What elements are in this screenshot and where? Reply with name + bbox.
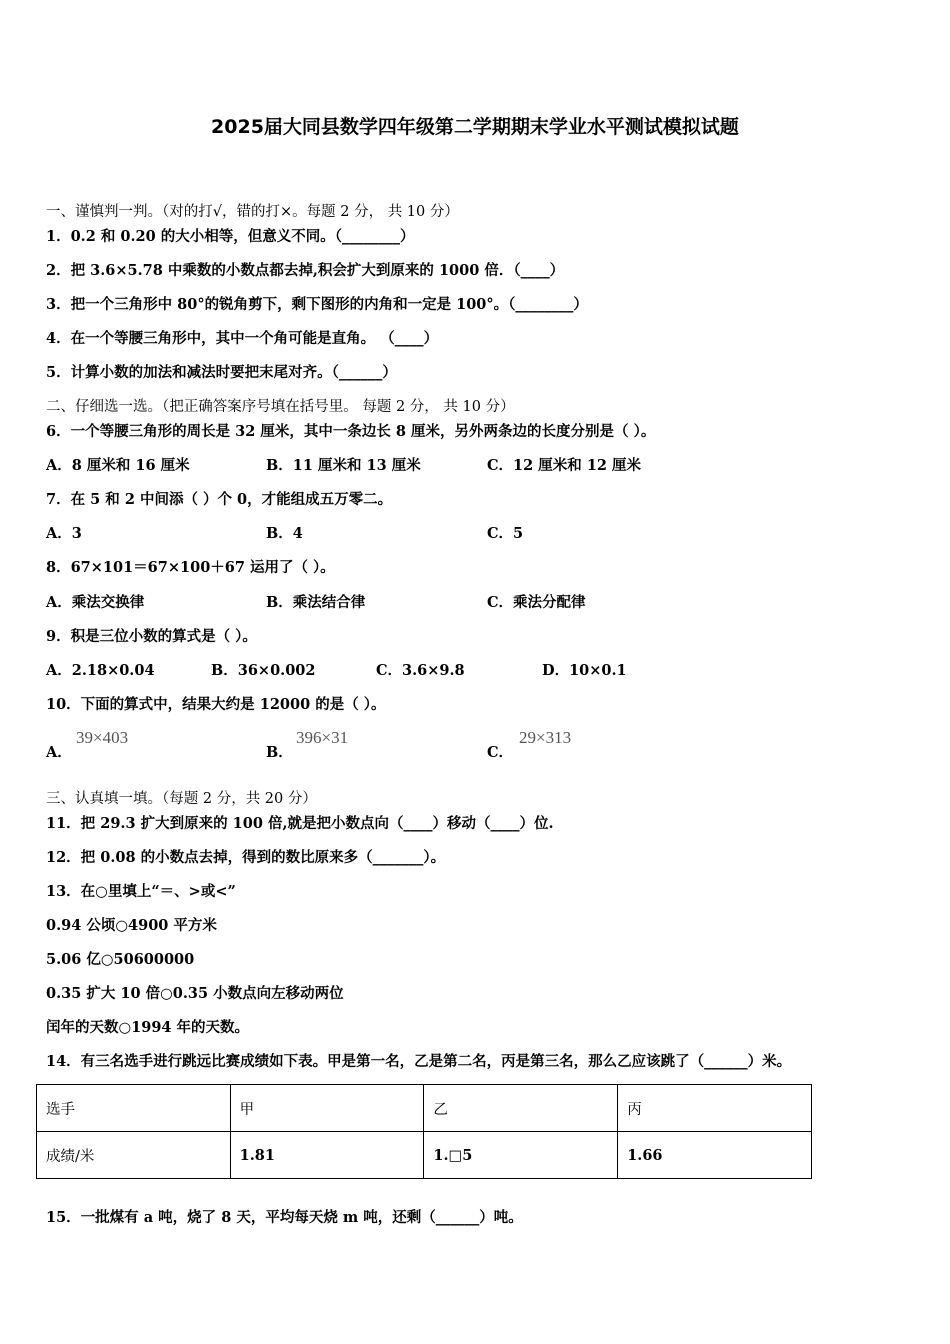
question-1: 1．0.2 和 0.20 的大小相等，但意义不同。（________） xyxy=(46,228,415,245)
question-9: 9．积是三位小数的算式是（ ）。 xyxy=(46,628,257,645)
table-header-cell: 丙 xyxy=(618,1085,812,1132)
question-9-option-a: A．2.18×0.04 xyxy=(46,662,155,679)
question-2: 2．把 3.6×5.78 中乘数的小数点都去掉,积会扩大到原来的 1000 倍．（____） xyxy=(46,262,565,279)
question-8-option-a: A．乘法交换律 xyxy=(46,594,145,611)
section-1-header: 一、谨慎判一判。（对的打√，错的打×。每题 2 分， 共 10 分） xyxy=(46,204,459,220)
question-10-option-b-expression: 396×31 xyxy=(296,728,349,747)
question-13-item-4: 闰年的天数○1994 年的天数。 xyxy=(46,1019,250,1036)
question-15: 15．一批煤有 a 吨，烧了 8 天，平均每天烧 m 吨，还剩（______）吨。 xyxy=(46,1209,523,1226)
question-5: 5．计算小数的加法和减法时要把末尾对齐。（______） xyxy=(46,364,397,381)
table-cell: 成绩/米 xyxy=(37,1132,231,1179)
question-13-item-1: 0.94 公顷○4900 平方米 xyxy=(46,917,217,934)
question-8-option-b: B．乘法结合律 xyxy=(266,594,366,611)
table-cell: 1.□5 xyxy=(424,1132,618,1179)
question-12: 12．把 0.08 的小数点去掉，得到的数比原来多（_______）。 xyxy=(46,849,446,866)
question-10-option-c: C． xyxy=(487,744,514,761)
question-8-option-c: C．乘法分配律 xyxy=(487,594,586,611)
question-6-option-c: C．12 厘米和 12 厘米 xyxy=(487,457,642,474)
table-header-cell: 选手 xyxy=(37,1085,231,1132)
table-header-cell: 乙 xyxy=(424,1085,618,1132)
question-13-item-2: 5.06 亿○50600000 xyxy=(46,951,195,968)
table-cell: 1.66 xyxy=(618,1132,812,1179)
table-row xyxy=(37,1085,812,1132)
section-2-header: 二、仔细选一选。（把正确答案序号填在括号里。 每题 2 分， 共 10 分） xyxy=(46,399,515,415)
question-6-option-a: A．8 厘米和 16 厘米 xyxy=(46,457,190,474)
question-10-option-a: A． xyxy=(46,744,72,761)
question-6: 6．一个等腰三角形的周长是 32 厘米，其中一条边长 8 厘米，另外两条边的长度分别是（ ）。 xyxy=(46,423,656,440)
question-6-option-b: B．11 厘米和 13 厘米 xyxy=(266,457,421,474)
question-13: 13．在○里填上“＝、>或<” xyxy=(46,883,236,900)
question-4: 4．在一个等腰三角形中，其中一个角可能是直角。 （____） xyxy=(46,330,439,347)
question-7-option-a: A．3 xyxy=(46,525,82,542)
question-9-option-c: C．3.6×9.8 xyxy=(376,662,465,679)
question-9-option-d: D．10×0.1 xyxy=(542,662,627,679)
question-9-option-b: B．36×0.002 xyxy=(211,662,316,679)
question-3: 3．把一个三角形中 80°的锐角剪下，剩下图形的内角和一定是 100°。（________） xyxy=(46,296,588,313)
question-14: 14．有三名选手进行跳远比赛成绩如下表。甲是第一名，乙是第二名，丙是第三名，那么乙应该跳了（______）米。 xyxy=(46,1053,792,1070)
question-7-option-c: C．5 xyxy=(487,525,524,542)
question-8: 8．67×101＝67×100＋67 运用了（ ）。 xyxy=(46,559,335,576)
question-7: 7．在 5 和 2 中间添（ ）个 0，才能组成五万零二。 xyxy=(46,491,393,508)
page-title: 2025届大同县数学四年级第二学期期末学业水平测试模拟试题 xyxy=(211,116,739,138)
question-7-option-b: B．4 xyxy=(266,525,303,542)
section-3-header: 三、认真填一填。（每题 2 分，共 20 分） xyxy=(46,791,317,807)
table-row xyxy=(37,1132,812,1179)
table-header-cell: 甲 xyxy=(230,1085,424,1132)
question-10: 10．下面的算式中，结果大约是 12000 的是（ ）。 xyxy=(46,696,386,713)
question-10-option-b: B． xyxy=(266,744,293,761)
question-10-option-a-expression: 39×403 xyxy=(76,728,129,747)
question-11: 11．把 29.3 扩大到原来的 100 倍,就是把小数点向（____）移动（____）位. xyxy=(46,815,554,832)
question-13-item-3: 0.35 扩大 10 倍○0.35 小数点向左移动两位 xyxy=(46,985,344,1002)
table-cell: 1.81 xyxy=(230,1132,424,1179)
score-table xyxy=(36,1084,812,1179)
question-10-option-c-expression: 29×313 xyxy=(519,728,572,747)
